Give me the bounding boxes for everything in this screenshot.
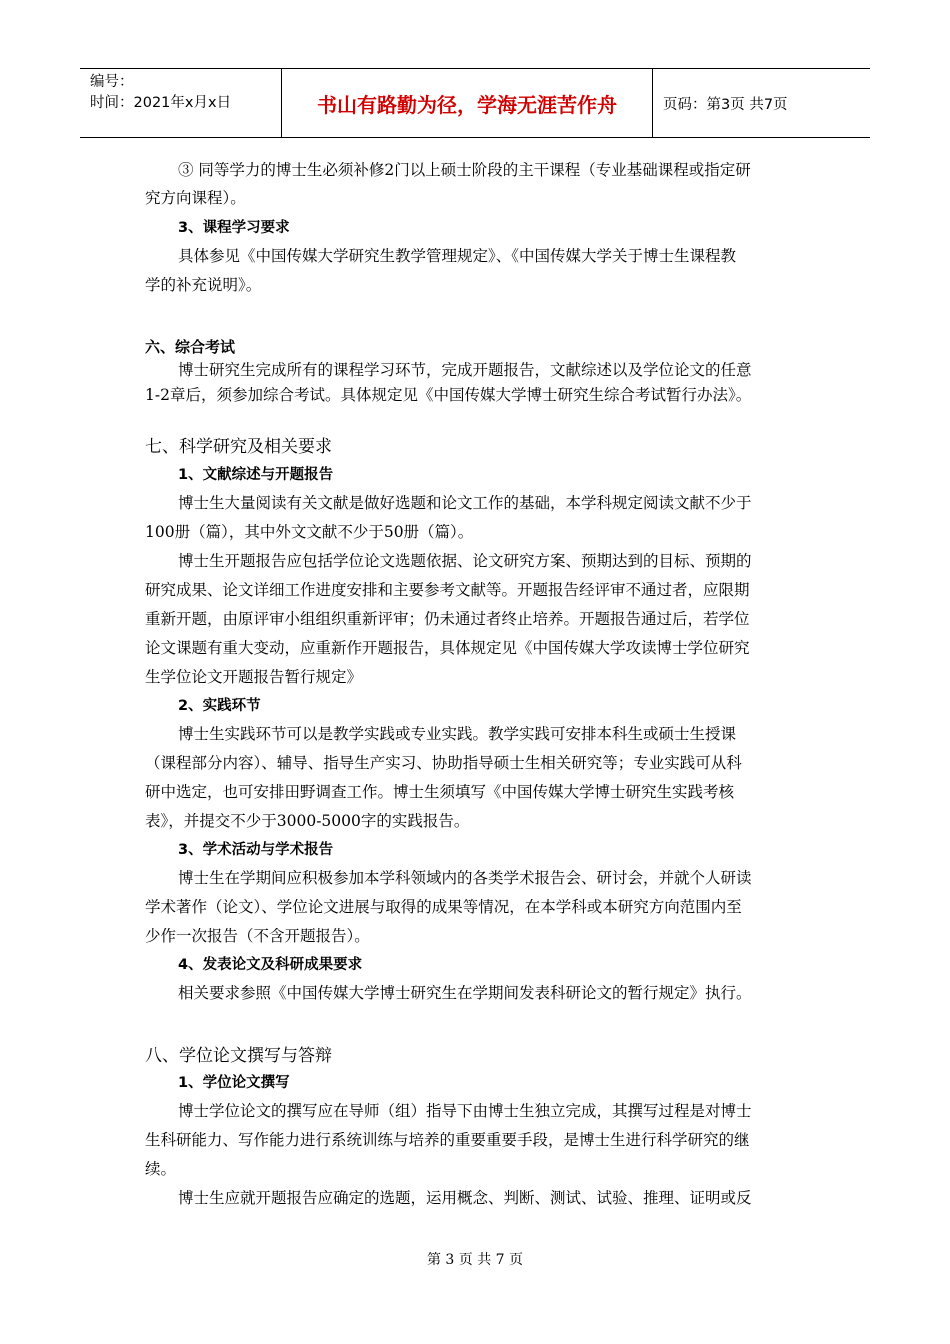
body-line: ③ 同等学力的博士生必须补修2门以上硕士阶段的主干课程（专业基础课程或指定研 [178,161,751,179]
body-line: 重新开题，由原评审小组组织重新评审；仍未通过者终止培养。开题报告通过后，若学位 [145,610,750,628]
body-line: 究方向课程）。 [145,189,246,207]
section-heading: 八、学位论文撰写与答辩 [145,1046,332,1066]
number-label: 编号： [90,74,134,90]
body-line: 相关要求参照《中国传媒大学博士研究生在学期间发表科研论文的暂行规定》执行。 [178,984,752,1002]
body-line: 续。 [145,1160,177,1178]
body-line: 学的补充说明》。 [145,276,262,294]
body-line: （课程部分内容）、辅导、指导生产实习、协助指导硕士生相关研究等；专业实践可从科 [145,754,742,772]
body-line: 1-2章后，须参加综合考试。具体规定见《中国传媒大学博士研究生综合考试暂行办法》。 [145,386,752,404]
subsection-heading: 2、实践环节 [178,698,261,714]
body-line: 论文课题有重大变动，应重新作开题报告，具体规定见《中国传媒大学攻读博士学位研究 [145,639,750,657]
body-line: 博士生应就开题报告应确定的选题，运用概念、判断、测试、试验、推理、证明或反 [178,1189,752,1207]
body-line: 表》，并提交不少于3000-5000字的实践报告。 [145,812,470,830]
page-label: 页码：第3页 共7页 [663,96,788,113]
subsection-heading: 3、课程学习要求 [178,220,290,236]
body-line: 研究成果、论文详细工作进度安排和主要参考文献等。开题报告经评审不通过者，应限期 [145,581,750,599]
body-line: 生学位论文开题报告暂行规定》 [145,668,363,686]
subsection-heading: 1、文献综述与开题报告 [178,467,334,483]
page-footer: 第 3 页 共 7 页 [426,1252,524,1268]
header-meta [80,69,282,137]
body-line: 生科研能力、写作能力进行系统训练与培养的重要重要手段，是博士生进行科学研究的继 [145,1131,750,1149]
subsection-heading: 4、发表论文及科研成果要求 [178,957,363,973]
body-line: 博士生开题报告应包括学位论文选题依据、论文研究方案、预期达到的目标、预期的 [178,552,752,570]
subsection-heading: 1、学位论文撰写 [178,1075,290,1091]
header-table [80,68,870,138]
body-line: 研中选定，也可安排田野调查工作。博士生须填写《中国传媒大学博士研究生实践考核 [145,783,735,801]
section-heading: 七、科学研究及相关要求 [145,437,332,457]
subsection-heading: 3、学术活动与学术报告 [178,842,334,858]
body-line: 学术著作（论文）、学位论文进展与取得的成果等情况，在本学科或本研究方向范围内至 [145,898,742,916]
body-line: 博士生实践环节可以是教学实践或专业实践。教学实践可安排本科生或硕士生授课 [178,725,737,743]
body-line: 100册（篇），其中外文文献不少于50册（篇）。 [145,523,474,541]
body-line: 少作一次报告（不含开题报告）。 [145,927,370,945]
section-heading: 六、综合考试 [145,338,236,356]
body-line: 博士生在学期间应积极参加本学科领域内的各类学术报告会、研讨会，并就个人研读 [178,869,752,887]
time-label: 时间：2021年x月x日 [90,95,232,111]
body-line: 博士学位论文的撰写应在导师（组）指导下由博士生独立完成，其撰写过程是对博士 [178,1102,752,1120]
body-line: 博士生大量阅读有关文献是做好选题和论文工作的基础，本学科规定阅读文献不少于 [178,494,752,512]
body-line: 博士研究生完成所有的课程学习环节，完成开题报告，文献综述以及学位论文的任意 [178,361,752,379]
body-line: 具体参见《中国传媒大学研究生教学管理规定》、《中国传媒大学关于博士生课程教 [178,247,737,265]
motto: 书山有路勤为径，学海无涯苦作舟 [282,69,653,137]
